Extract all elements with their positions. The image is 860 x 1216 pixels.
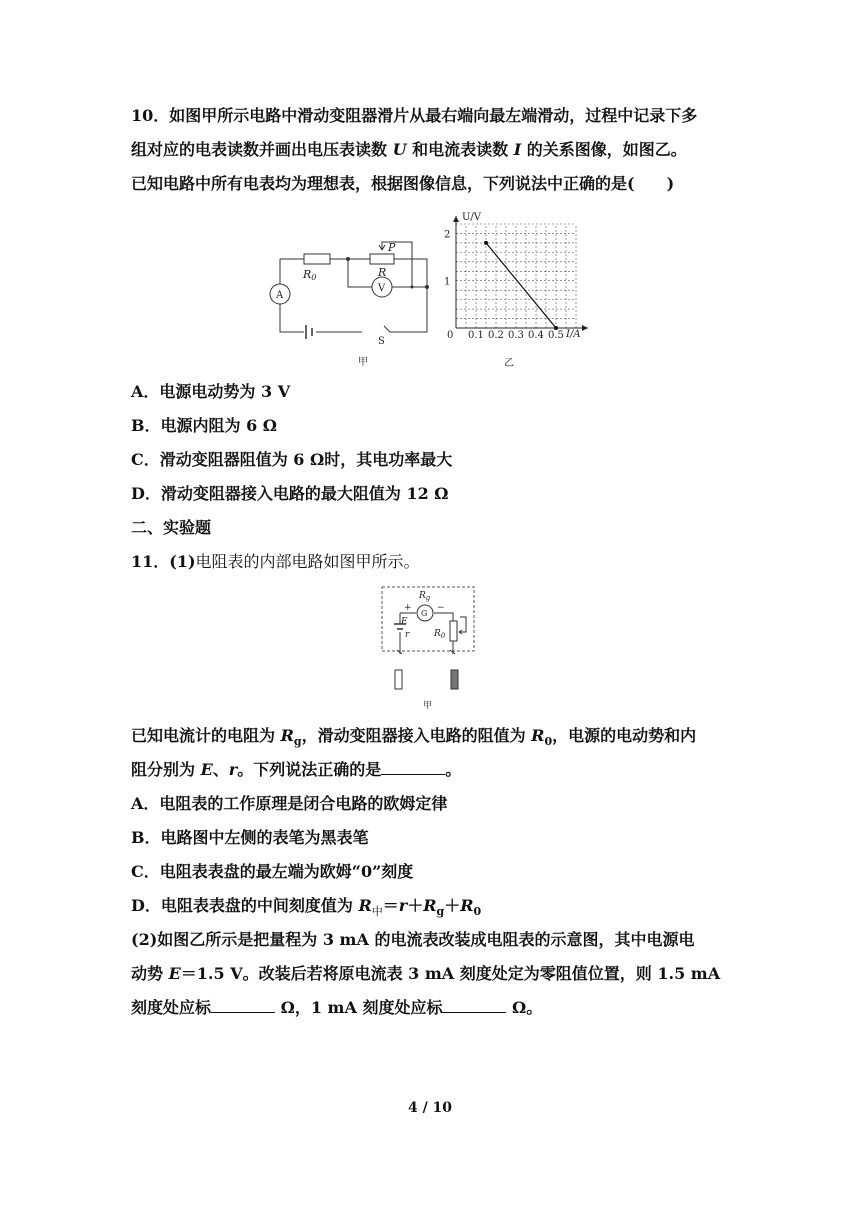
answer-blank-1[interactable] bbox=[381, 760, 445, 775]
label-P: P bbox=[388, 241, 396, 254]
figure-caption-b: 乙 bbox=[504, 358, 514, 369]
q10-line2: 组对应的电表读数并画出电压表读数 U 和电流表读数 I 的关系图像，如图乙。 bbox=[131, 140, 687, 159]
y-axis-arrow bbox=[453, 216, 459, 222]
figure-caption-a: 甲 bbox=[358, 357, 368, 368]
x-tick-label: 0.2 bbox=[488, 330, 504, 341]
q11-option-c[interactable]: C．电阻表表盘的最左端为欧姆“0”刻度 bbox=[131, 862, 414, 881]
x-axis-arrow bbox=[582, 325, 588, 331]
galvanometer-label: G bbox=[421, 609, 428, 618]
data-point bbox=[554, 326, 558, 330]
minus-sign: − bbox=[437, 603, 445, 613]
y-tick-label: 1 bbox=[444, 276, 451, 288]
figure-caption-ohm: 甲 bbox=[423, 701, 433, 711]
q10-line1: 10．如图甲所示电路中滑动变阻器滑片从最右端向最左端滑动，过程中记录下多 bbox=[131, 106, 698, 125]
page-number: 4 / 10 bbox=[407, 1100, 453, 1116]
q11-intro: 11．(1)电阻表的内部电路如图甲所示。 bbox=[131, 552, 420, 571]
ohmmeter-circuit-diagram bbox=[378, 584, 478, 712]
voltmeter-label: V bbox=[378, 283, 386, 294]
answer-blank-2[interactable] bbox=[211, 998, 275, 1013]
q11-part2-line1: (2)如图乙所示是把量程为 3 mA 的电流表改装成电阻表的示意图，其中电源电 bbox=[131, 930, 695, 949]
q11-para-line2: 阻分别为 E、r。下列说法正确的是 。 bbox=[131, 760, 462, 779]
q10-option-b[interactable]: B．电源内阻为 6 Ω bbox=[131, 416, 278, 435]
q11-option-d[interactable]: D．电阻表表盘的中间刻度值为 $R_中=r+R_g+R_0$ bbox=[131, 896, 482, 919]
ammeter-label: A bbox=[276, 290, 284, 301]
u-i-graph bbox=[438, 210, 598, 370]
chart-grid bbox=[456, 224, 576, 328]
x-tick-label: 0.3 bbox=[508, 330, 524, 341]
q11-option-b[interactable]: B．电路图中左侧的表笔为黑表笔 bbox=[131, 828, 369, 847]
label-R0-ohm: $R_0$ bbox=[434, 629, 446, 640]
q11-part2-line3: 刻度处应标 Ω，1 mA 刻度处应标 Ω。 bbox=[131, 998, 543, 1017]
data-point bbox=[484, 241, 488, 245]
origin-label: 0 bbox=[447, 330, 454, 341]
q10-option-a[interactable]: A．电源电动势为 3 V bbox=[131, 382, 291, 401]
answer-blank-3[interactable] bbox=[442, 998, 506, 1013]
plus-sign: + bbox=[404, 603, 412, 613]
series-line bbox=[486, 243, 556, 328]
q10-line3: 已知电路中所有电表均为理想表，根据图像信息，下列说法中正确的是( ) bbox=[131, 174, 675, 193]
label-r: r bbox=[405, 630, 410, 640]
circuit-diagram-a bbox=[262, 238, 442, 368]
y-axis-label: U/V bbox=[462, 212, 482, 223]
q11-para-line1: 已知电流计的电阻为 $R_g$，滑动变阻器接入电路的阻值为 $R_0$，电源的电动势和内 bbox=[131, 726, 697, 749]
label-R0: R0 bbox=[303, 268, 317, 282]
x-tick-label: 0.1 bbox=[468, 330, 484, 341]
label-Rg: $R_g$ bbox=[419, 591, 431, 602]
x-tick-label: 0.5 bbox=[548, 330, 564, 341]
q10-option-c[interactable]: C．滑动变阻器阻值为 6 Ω时，其电功率最大 bbox=[131, 450, 453, 469]
y-tick-label: 2 bbox=[444, 229, 451, 241]
label-R: R bbox=[378, 266, 387, 279]
q11-part2-line2: 动势 E＝1.5 V。改装后若将原电流表 3 mA 刻度处定为零阻值位置，则 1.5 mA bbox=[131, 964, 721, 983]
switch-label: S bbox=[378, 336, 385, 347]
q10-option-d[interactable]: D．滑动变阻器接入电路的最大阻值为 12 Ω bbox=[131, 484, 449, 503]
label-E: E bbox=[401, 617, 408, 627]
x-tick-label: 0.4 bbox=[528, 330, 544, 341]
x-axis-label: I/A bbox=[566, 329, 581, 340]
q11-option-a[interactable]: A．电阻表的工作原理是闭合电路的欧姆定律 bbox=[131, 794, 448, 813]
section-heading: 二、实验题 bbox=[131, 518, 212, 537]
